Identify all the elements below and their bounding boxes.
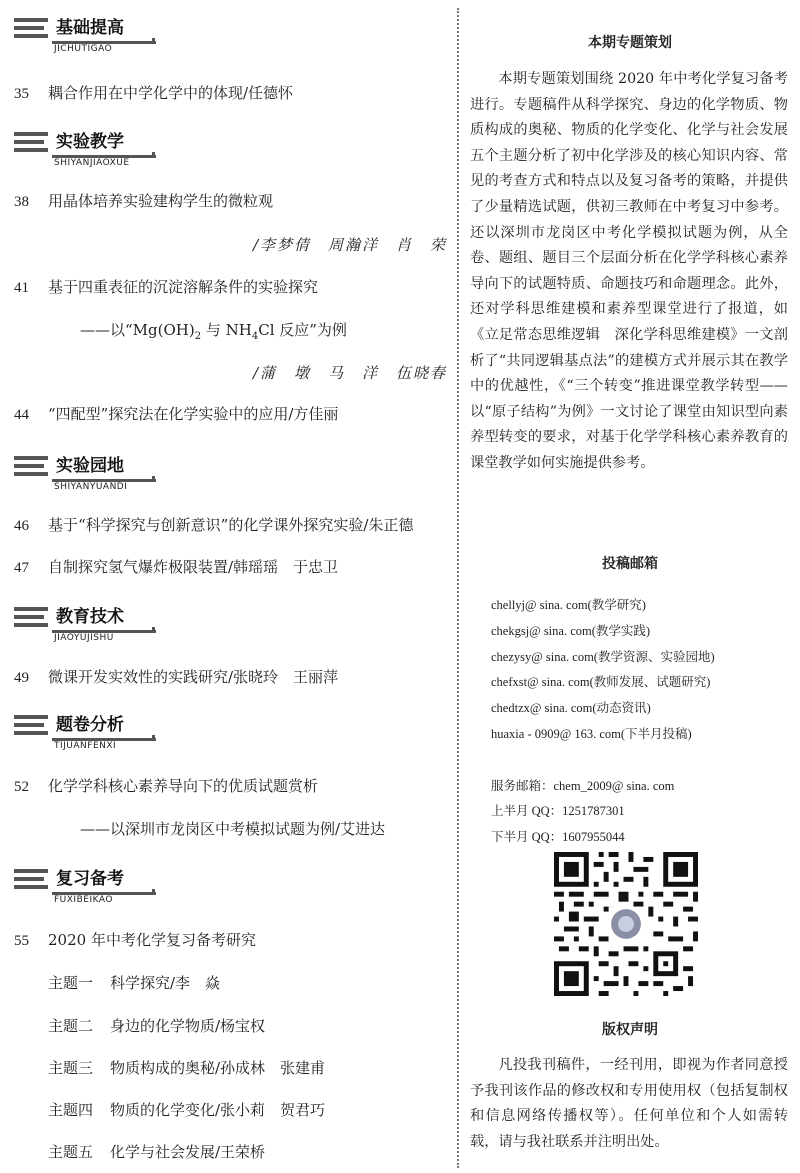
toc-entry[interactable] (14, 776, 318, 797)
toc-entry[interactable] (14, 515, 413, 536)
plan-title: 本期专题策划 (588, 35, 672, 51)
page-number: 52 (14, 779, 29, 795)
entry-authors: /蒲 墩 马 洋 伍晓春 (252, 364, 447, 382)
toc-entry[interactable] (14, 83, 293, 104)
qr-code-icon[interactable] (554, 852, 698, 996)
copyright-title: 版权声明 (602, 1022, 658, 1038)
section-header-jichutigao (14, 14, 144, 56)
toc-entry[interactable] (14, 191, 273, 212)
section-pinyin: JIAOYUJISHU (54, 633, 114, 643)
page-number: 47 (14, 560, 29, 576)
theme-entry[interactable]: 主题五 化学与社会发展/王荣桥 (48, 1143, 266, 1161)
toc-entry[interactable] (14, 277, 318, 298)
section-bars-icon (14, 456, 48, 478)
section-pinyin: TIJUANFENXI (54, 741, 117, 751)
section-header-jiaoyujishu (14, 603, 144, 645)
entry-title: 耦合作用在中学化学中的体现/任德怀 (48, 84, 294, 102)
section-header-tijuanfenxi (14, 711, 144, 753)
toc-entry[interactable] (14, 557, 338, 578)
section-bars-icon (14, 132, 48, 154)
section-title: 实验园地 (52, 455, 156, 482)
section-header-shiyanjiaoxue (14, 128, 144, 170)
entry-title: 化学学科核心素养导向下的优质试题赏析 (48, 777, 319, 795)
page-number: 38 (14, 194, 29, 210)
entry-title: 用晶体培养实验建构学生的微粒观 (48, 192, 274, 210)
theme-entry[interactable]: 主题四 物质的化学变化/张小莉 贺君巧 (48, 1101, 326, 1119)
section-bars-icon (14, 18, 48, 40)
service-email: 服务邮箱：chem_2009@ sina. com (491, 779, 675, 793)
section-title: 复习备考 (52, 868, 156, 895)
section-pinyin: FUXIBEIKAO (54, 895, 113, 905)
page-number: 55 (14, 933, 29, 949)
section-pinyin: SHIYANJIAOXUE (54, 158, 130, 168)
email-item[interactable]: chedtzx@ sina. com(动态资讯) (491, 701, 651, 715)
theme-entry[interactable]: 主题二 身边的化学物质/杨宝权 (48, 1017, 266, 1035)
section-title: 题卷分析 (52, 714, 156, 741)
section-header-fuxibeikao (14, 865, 144, 907)
entry-authors: /李梦倩 周瀚洋 肖 荣 (252, 236, 447, 254)
entry-subtitle: ——以深圳市龙岗区中考模拟试题为例/艾进达 (80, 820, 386, 838)
mailbox-title: 投稿邮箱 (602, 556, 658, 572)
toc-entry[interactable] (14, 667, 338, 688)
page-number: 46 (14, 518, 29, 534)
page-number: 41 (14, 280, 29, 296)
section-title: 基础提高 (52, 17, 156, 44)
entry-title: “四配型”探究法在化学实验中的应用/方佳丽 (48, 405, 339, 423)
email-item[interactable]: chellyj@ sina. com(教学研究) (491, 598, 646, 612)
section-bars-icon (14, 715, 48, 737)
sidebar (470, 0, 790, 1173)
entry-title: 基于“科学探究与创新意识”的化学课外探究实验/朱正德 (48, 516, 414, 534)
section-header-shiyanyuandi (14, 452, 144, 494)
qq-first-half: 上半月 QQ：1251787301 (491, 804, 625, 818)
column-divider (457, 8, 459, 1168)
section-bars-icon (14, 869, 48, 891)
copyright-text: 凡投我刊稿件，一经刊用，即视为作者同意授予我刊该作品的修改权和专用使用权（包括复制权和信息网络传播权等）。任何单位和个人如需转载，请与我社联系并注明出处。 (470, 1057, 788, 1150)
entry-title: 2020 年中考化学复习备考研究 (48, 931, 256, 949)
toc-entry[interactable] (14, 404, 338, 425)
page-number: 49 (14, 670, 29, 686)
section-pinyin: SHIYANYUANDI (54, 482, 128, 492)
email-item[interactable]: huaxia - 0909@ 163. com(下半月投稿) (491, 727, 692, 741)
page-number: 44 (14, 407, 29, 423)
entry-subtitle: ——以“$Mg(OH)_2$ 与 $NH_4Cl$ 反应”为例 (80, 321, 347, 342)
section-bars-icon (14, 607, 48, 629)
entry-title: 自制探究氢气爆炸极限装置/韩瑶瑶 于忠卫 (48, 558, 339, 576)
theme-entry[interactable]: 主题三 物质构成的奥秘/孙成林 张建甫 (48, 1059, 326, 1077)
section-title: 实验教学 (52, 131, 156, 158)
toc-entry[interactable] (14, 930, 256, 951)
plan-text: 本期专题策划围绕 2020 年中考化学复习备考进行。专题稿件从科学探究、身边的化学物质、物质构成的奥秘、物质的化学变化、化学与社会发展五个主题分析了初中化学涉及的核心知识内容、常见的考查方式和特点以及复习备考的策略，并提供了少量精选试题，供初三教师在中考复习中参考。还以深圳市龙岗区中考化学模拟试题为例，从全卷、题组、题目三个层面分析在化学学科核心素养导向下的试题特质、命题技巧和命题理念。此外，还对学科思维建模和素养型课堂进行了报道，如《立足常态思维逻辑 深化学科思维建模》一文剖析了“共同逻辑基点法”的建模方式并展示其在教学中的优越性，《“三个转变”推进课堂教学转型——以“原子结构”为例》一文讨论了课堂由知识型向素养型转变的要求，对基于化学学科核心素养教育的课堂教学如何实施提供参考。 (470, 71, 788, 471)
entry-title: 微课开发实效性的实践研究/张晓玲 王丽萍 (48, 668, 339, 686)
entry-title: 基于四重表征的沉淀溶解条件的实验探究 (48, 278, 319, 296)
email-item[interactable]: chezysy@ sina. com(教学资源、实验园地) (491, 650, 715, 664)
section-title: 教育技术 (52, 606, 156, 633)
theme-entry[interactable]: 主题一 科学探究/李 焱 (48, 974, 221, 992)
page-number: 35 (14, 86, 29, 102)
section-pinyin: JICHUTIGAO (54, 44, 113, 54)
qq-second-half: 下半月 QQ：1607955044 (491, 830, 625, 844)
email-item[interactable]: chekgsj@ sina. com(教学实践) (491, 624, 651, 638)
email-item[interactable]: chefxst@ sina. com(教师发展、试题研究) (491, 675, 711, 689)
